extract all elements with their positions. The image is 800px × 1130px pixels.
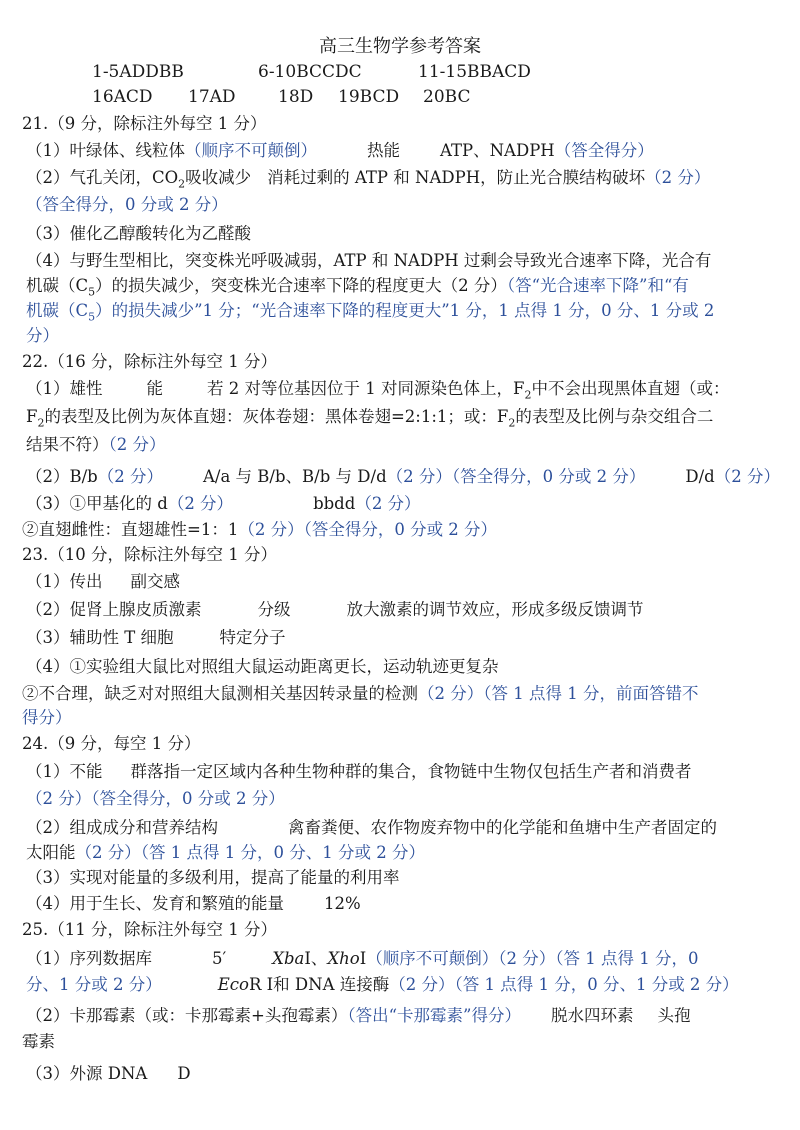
choice-19: 19BCD xyxy=(338,87,400,107)
q24-heading: 24.（9 分，每空 1 分） xyxy=(22,734,201,753)
q23-line-4: （4）①实验组大鼠比对照组大鼠运动距离更长，运动轨迹更复杂 xyxy=(26,657,499,676)
q22-line-2: $F_2$的表型及比例为灰体直翅：灰体卷翅：黑体卷翅=2:1:1；或：$F_2$的表型及比例与杂交组合二 xyxy=(26,407,714,430)
q23-line-2: （2）促肾上腺皮质激素 分级 放大激素的调节效应，形成多级反馈调节 xyxy=(26,600,644,619)
q21-line-7: 机碳$(C_5)$的损失减少”1 分；“光合速率下降的程度更大”1 分，1 点得 1 分，0 分、1 分或 2 xyxy=(26,301,715,324)
q23-line-1: （1）传出 副交感 xyxy=(26,572,180,591)
q21-line-4: （3）催化乙醇酸转化为乙醛酸 xyxy=(26,224,251,243)
choice-17: 17AD xyxy=(188,87,236,107)
q21-line-2: （2）气孔关闭，$CO_2$吸收减少 消耗过剩的 ATP 和 NADPH，防止光合膜结构破坏（2 分） xyxy=(26,168,711,191)
choice-20: 20BC xyxy=(423,87,471,107)
q21-line-1: （1）叶绿体、线粒体（顺序不可颠倒） 热能 ATP、NADPH（答全得分） xyxy=(26,141,654,160)
q25-line-1: （1）序列数据库 5′ XbaⅠ、XhoⅠ（顺序不可颠倒）（2 分）（答 1 点得 1 分，0 xyxy=(26,949,699,968)
q21-heading: 21.（9 分，除标注外每空 1 分） xyxy=(22,114,267,133)
choice-1-5: 1-5ADDBB xyxy=(92,62,184,82)
q21-line-6: 机碳$(C_5)$的损失减少，突变株光合速率下降的程度更大（2 分）（答“光合速率下降”和“有 xyxy=(26,276,689,299)
choice-18: 18D xyxy=(278,87,314,107)
q22-heading: 22.（16 分，除标注外每空 1 分） xyxy=(22,352,277,371)
q21-line-3: （答全得分，0 分或 2 分） xyxy=(26,195,228,214)
q24-line-1: （1）不能 群落指一定区域内各种生物种群的集合，食物链中生物仅包括生产者和消费者 xyxy=(26,762,692,781)
q22-line-1: （1）雄性 能 若 2 对等位基因位于 1 对同源染色体上，$F_2$中不会出现黑体直翅（或： xyxy=(26,379,730,402)
q24-line-5: （3）实现对能量的多级利用，提高了能量的利用率 xyxy=(26,868,400,887)
q22-line-4: （2）B/b（2 分） A/a 与 B/b、B/b 与 D/d（2 分）（答全得分，0 分或 2 分） D/d（2 分） xyxy=(26,467,780,486)
q22-line-3: 结果不符）（2 分） xyxy=(26,435,166,454)
choice-16: 16ACD xyxy=(92,87,153,107)
choice-11-15: 11-15BBACD xyxy=(418,62,531,82)
page-title: 高三生物学参考答案 xyxy=(319,36,481,57)
q21-line-5: （4）与野生型相比，突变株光呼吸减弱，ATP 和 NADPH 过剩会导致光合速率下降，光合有 xyxy=(26,251,712,270)
q23-line-5: ②不合理，缺乏对对照组大鼠测相关基因转录量的检测（2 分）（答 1 点得 1 分，前面答错不 xyxy=(22,684,699,703)
q24-line-4: 太阳能（2 分）（答 1 点得 1 分，0 分、1 分或 2 分） xyxy=(26,843,425,862)
q22-line-5: （3）①甲基化的 d（2 分） bbdd（2 分） xyxy=(26,494,421,513)
q23-line-3: （3）辅助性 T 细胞 特定分子 xyxy=(26,628,286,647)
q23-line-6: 得分） xyxy=(22,708,72,727)
q24-line-6: （4）用于生长、发育和繁殖的能量 12% xyxy=(26,894,361,913)
q22-line-6: ②直翅雌性：直翅雄性=1：1（2 分）（答全得分，0 分或 2 分） xyxy=(22,520,498,539)
q25-line-4: 霉素 xyxy=(22,1032,55,1051)
q25-line-5: （3）外源 DNA D xyxy=(26,1064,191,1083)
q25-line-2: 分、1 分或 2 分） EcoR Ⅰ和 DNA 连接酶（2 分）（答 1 点得 1 分，0 分、1 分或 2 分） xyxy=(26,975,739,994)
q24-line-3: （2）组成成分和营养结构 禽畜粪便、农作物废弃物中的化学能和鱼塘中生产者固定的 xyxy=(26,818,717,837)
q21-line-8: 分） xyxy=(26,326,59,345)
choice-6-10: 6-10BCCDC xyxy=(258,62,362,82)
q25-heading: 25.（11 分，除标注外每空 1 分） xyxy=(22,920,277,939)
q23-heading: 23.（10 分，除标注外每空 1 分） xyxy=(22,545,277,564)
q25-line-3: （2）卡那霉素（或：卡那霉素+头孢霉素）（答出“卡那霉素”得分） 脱水四环素 头孢 xyxy=(26,1006,691,1025)
q24-line-2: （2 分）（答全得分，0 分或 2 分） xyxy=(26,789,285,808)
